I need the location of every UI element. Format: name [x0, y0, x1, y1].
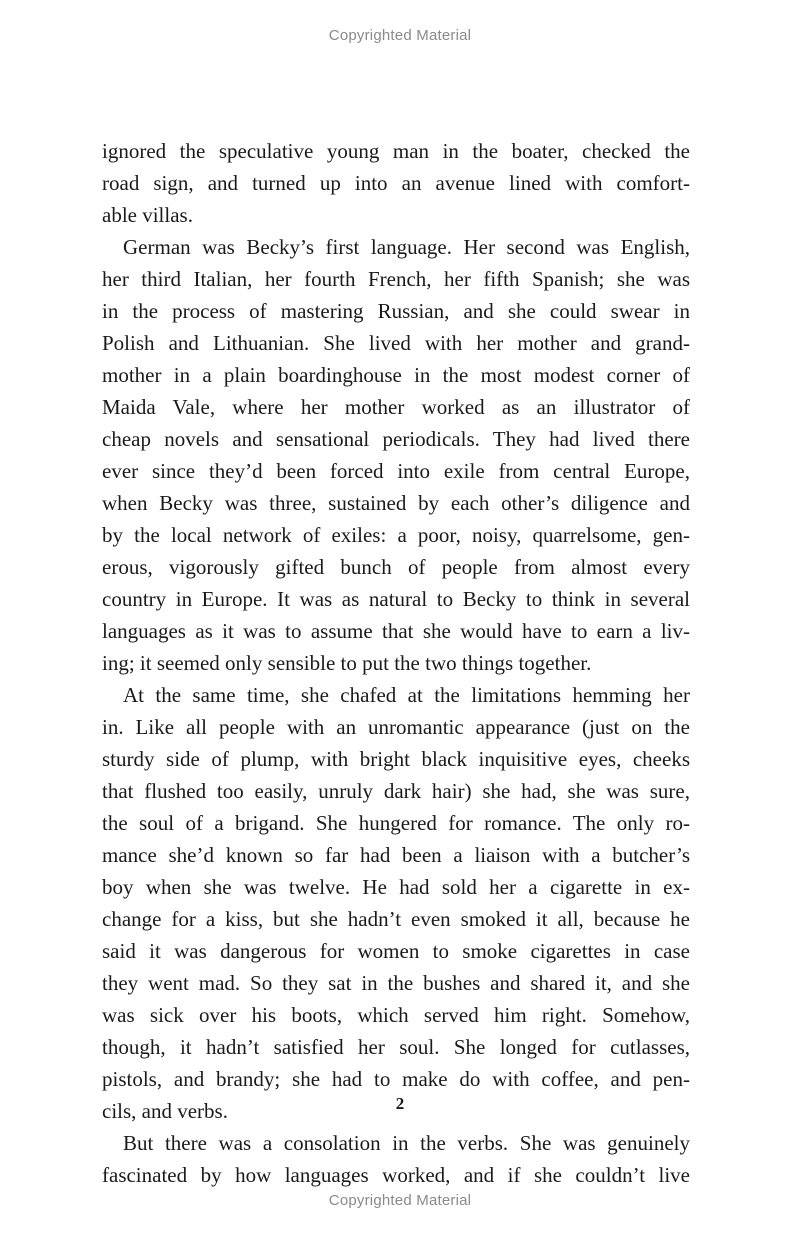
text-line: Polish and Lithuanian. She lived with her mother and grand- — [102, 331, 690, 355]
text-line: said it was dangerous for women to smoke cigarettes in case — [102, 939, 690, 963]
text-line: though, it hadn’t satisfied her soul. She longed for cutlasses, — [102, 1035, 690, 1059]
text-line: by the local network of exiles: a poor, noisy, quarrelsome, gen- — [102, 523, 690, 547]
text-line: mother in a plain boardinghouse in the most modest corner of — [102, 363, 690, 387]
text-line: country in Europe. It was as natural to Becky to think in several — [102, 587, 690, 611]
text-line: ever since they’d been forced into exile from central Europe, — [102, 459, 690, 483]
copyright-watermark-top: Copyrighted Material — [328, 27, 472, 44]
text-line: road sign, and turned up into an avenue lined with comfort- — [102, 171, 690, 195]
text-line: languages as it was to assume that she would have to earn a liv- — [102, 619, 690, 643]
text-line: in. Like all people with an unromantic appearance (just on the — [102, 715, 690, 739]
text-line: At the same time, she chafed at the limitations hemming her — [102, 683, 690, 707]
text-line: fascinated by how languages worked, and if she couldn’t live — [102, 1163, 690, 1187]
copyright-watermark-bottom: Copyrighted Material — [328, 1192, 472, 1209]
text-line: cils, and verbs. — [102, 1099, 228, 1123]
text-line: ignored the speculative young man in the boater, checked the — [102, 139, 690, 163]
text-line: when Becky was three, sustained by each other’s diligence and — [102, 491, 690, 515]
text-line: they went mad. So they sat in the bushes and shared it, and she — [102, 971, 690, 995]
text-line: was sick over his boots, which served him right. Somehow, — [102, 1003, 690, 1027]
text-line: But there was a consolation in the verbs. She was genuinely — [102, 1131, 690, 1155]
text-line: ing; it seemed only sensible to put the two things together. — [102, 651, 592, 675]
text-line: sturdy side of plump, with bright black inquisitive eyes, cheeks — [102, 747, 690, 771]
text-line: able villas. — [102, 203, 193, 227]
text-line: mance she’d known so far had been a liaison with a butcher’s — [102, 843, 690, 867]
text-line: erous, vigorously gifted bunch of people from almost every — [102, 555, 690, 579]
text-line: boy when she was twelve. He had sold her a cigarette in ex- — [102, 875, 690, 899]
text-line: Maida Vale, where her mother worked as an illustrator of — [102, 395, 690, 419]
text-line: change for a kiss, but she hadn’t even smoked it all, because he — [102, 907, 690, 931]
text-line: in the process of mastering Russian, and she could swear in — [102, 299, 690, 323]
text-line: her third Italian, her fourth French, her fifth Spanish; she was — [102, 267, 690, 291]
text-line: the soul of a brigand. She hungered for romance. The only ro- — [102, 811, 690, 835]
text-line: pistols, and brandy; she had to make do with coffee, and pen- — [102, 1067, 690, 1091]
text-line: that flushed too easily, unruly dark hair) she had, she was sure, — [102, 779, 690, 803]
text-line: cheap novels and sensational periodicals. They had lived there — [102, 427, 690, 451]
body-text — [102, 135, 690, 1191]
text-line: German was Becky’s first language. Her second was English, — [102, 235, 690, 259]
page-number: 2 — [395, 1094, 405, 1113]
